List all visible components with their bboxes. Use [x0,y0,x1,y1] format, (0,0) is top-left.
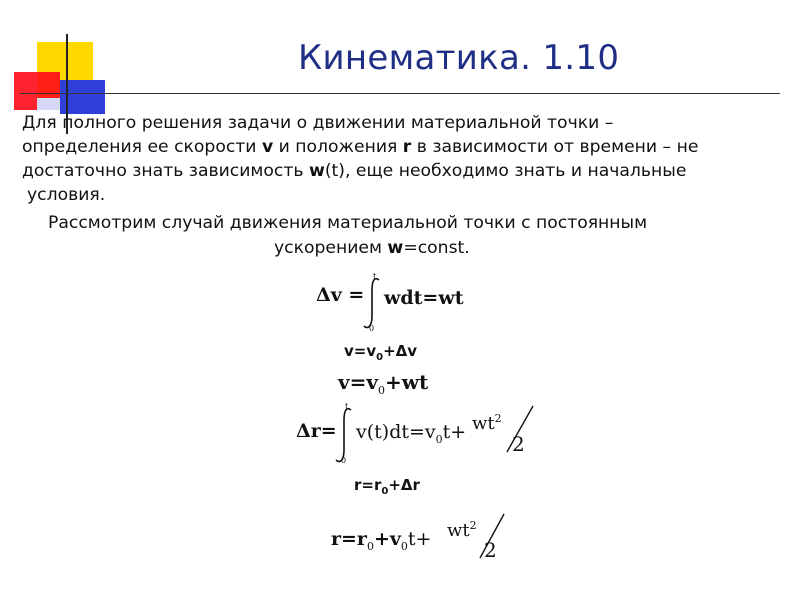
intro-line-4: условия. [27,185,106,205]
equation-r-full [331,528,431,553]
eq6-denominator: 2 [484,538,497,562]
eq2-part-a: v=v [344,342,377,360]
eq6-num: wt [447,520,470,541]
eq4-upper-limit: t [345,402,349,411]
eq6-part-c: t+ [407,528,432,550]
intro-text: (t), еще необходимо знать и начальные [324,161,687,181]
eq5-subscript: 0 [381,486,389,497]
eq6-numerator [447,519,477,541]
eq4-mid: v(t)dt=v [356,421,436,443]
eq4-rhs [356,421,466,446]
eq1-rhs-text: wdt=wt [384,287,464,309]
equation-v-wt [338,370,428,397]
intro-text: ускорением [274,238,388,258]
eq6-exponent: 2 [469,519,477,532]
intro-line-6 [274,236,470,260]
intro-line-5: Рассмотрим случай движения материальной точки с постоянным [48,213,648,233]
eq1-lower-limit: 0 [369,324,375,333]
deco-lightblue-square [37,98,60,110]
eq5-part-b: +Δr [388,476,420,494]
eq5-part-a: r=r [354,476,382,494]
eq4-subscript: 0 [435,432,443,446]
equation-v-sum [344,342,417,363]
acceleration-symbol: w [387,238,404,258]
velocity-symbol: v [261,137,274,157]
eq6-part-b: +v [373,528,401,550]
eq2-part-b: +Δv [383,342,418,360]
eq3-part-a: v=v [338,370,378,394]
eq4-exponent: 2 [494,412,502,425]
intro-line-3 [22,159,686,183]
position-symbol: r [402,137,412,157]
integral-sign-1 [362,276,384,330]
eq6-part-a: r=r [331,528,367,550]
equation-delta-v [316,284,364,306]
eq3-subscript: 0 [378,384,385,397]
eq4-lhs: Δr= [296,420,337,442]
intro-text: в зависимости от времени – не [411,137,699,157]
eq3-part-b: +wt [385,370,429,394]
acceleration-symbol: w [308,161,325,181]
eq1-rhs [384,287,463,309]
eq6-subscript-2: 0 [400,539,408,553]
eq4-num: wt [472,413,495,434]
intro-text: =const. [403,238,470,258]
equation-r-sum [354,476,420,497]
eq2-subscript: 0 [376,352,384,363]
deco-horizontal-line [20,93,780,94]
eq4-part-b: t+ [442,421,467,443]
eq4-lower-limit: 0 [341,456,347,465]
equation-delta-r [296,420,337,442]
eq4-denominator: 2 [512,432,525,456]
eq1-lhs: Δv = [316,284,365,306]
intro-line-1: Для полного решения задачи о движении материальной точки – [22,113,614,133]
intro-text: и положения [273,137,403,157]
intro-line-2 [22,135,698,159]
eq1-upper-limit: t [373,272,377,281]
intro-text: определения ее скорости [22,137,262,157]
eq6-subscript-1: 0 [366,539,374,553]
slide-title: Кинематика. 1.10 [298,38,620,78]
eq4-numerator [472,412,502,434]
intro-text: достаточно знать зависимость [22,161,309,181]
